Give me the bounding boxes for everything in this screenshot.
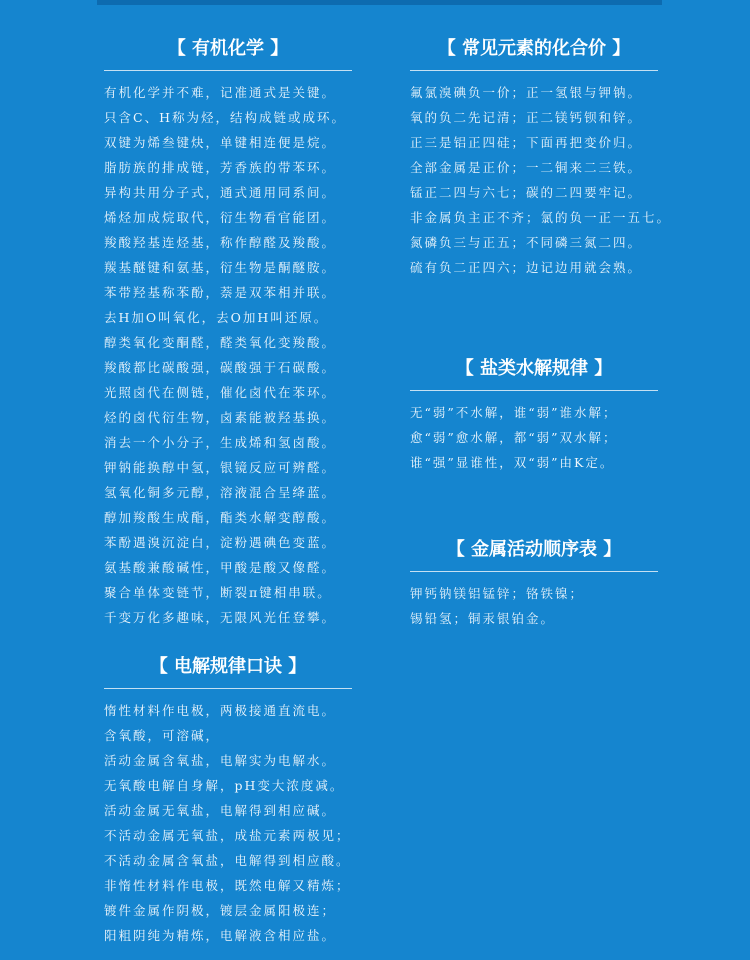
verse-line: 醇类氧化变酮醛，醛类氧化变羧酸。 bbox=[104, 335, 337, 350]
verse-line: 苯酚遇溴沉淀白，淀粉遇碘色变蓝。 bbox=[104, 535, 337, 550]
verse-line: 愈“弱”愈水解，都“弱”双水解； bbox=[410, 430, 618, 445]
verse-line: 氮磷负三与正五；不同磷三氮二四。 bbox=[410, 235, 643, 250]
verse-line: 活动金属含氧盐，电解实为电解水。 bbox=[104, 753, 337, 768]
verse-line: 烯烃加成烷取代，衍生物看官能团。 bbox=[104, 210, 337, 225]
verse-line: 双键为烯叁键炔，单键相连便是烷。 bbox=[104, 135, 337, 150]
section-element-valence bbox=[410, 36, 672, 280]
section-electrolysis bbox=[104, 654, 352, 948]
verse-line: 氟氯溴碘负一价；正一氢银与钾钠。 bbox=[410, 85, 643, 100]
verse-line: 苯带羟基称苯酚，萘是双苯相并联。 bbox=[104, 285, 337, 300]
verse-line: 脂肪族的排成链，芳香族的带苯环。 bbox=[104, 160, 337, 175]
verse-line: 非惰性材料作电极，既然电解又精炼； bbox=[104, 878, 351, 893]
section-metal-activity bbox=[410, 537, 658, 631]
verse-line: 醇加羧酸生成酯，酯类水解变醇酸。 bbox=[104, 510, 337, 525]
section-divider bbox=[410, 390, 658, 391]
verse-line: 活动金属无氧盐，电解得到相应碱。 bbox=[104, 803, 337, 818]
section-divider bbox=[104, 70, 352, 71]
verse-line: 不活动金属含氧盐，电解得到相应酸。 bbox=[104, 853, 351, 868]
verse-line: 羧酸都比碳酸强，碳酸强于石碳酸。 bbox=[104, 360, 337, 375]
verse-line: 含氧酸，可溶碱， bbox=[104, 728, 221, 743]
verse-lines bbox=[104, 80, 352, 630]
verse-line: 千变万化多趣味，无限风光任登攀。 bbox=[104, 610, 337, 625]
verse-lines bbox=[410, 400, 658, 475]
verse-line: 非金属负主正不齐；氯的负一正一五七。 bbox=[410, 210, 672, 225]
verse-line: 有机化学并不难，记准通式是关键。 bbox=[104, 85, 337, 100]
verse-line: 氨基酸兼酸碱性，甲酸是酸又像醛。 bbox=[104, 560, 337, 575]
section-title: 【 盐类水解规律 】 bbox=[455, 358, 613, 379]
verse-line: 羰基醚键和氨基，衍生物是酮醚胺。 bbox=[104, 260, 337, 275]
verse-line: 氧的负二先记清；正二镁钙钡和锌。 bbox=[410, 110, 643, 125]
verse-line: 异构共用分子式，通式通用同系间。 bbox=[104, 185, 337, 200]
top-banner-band bbox=[97, 0, 662, 5]
section-title: 【 电解规律口诀 】 bbox=[149, 656, 307, 677]
verse-line: 无“弱”不水解，谁“弱”谁水解； bbox=[410, 405, 618, 420]
verse-line: 惰性材料作电极，两极接通直流电。 bbox=[104, 703, 337, 718]
section-divider bbox=[410, 70, 658, 71]
verse-line: 钾钙钠镁铝锰锌；铬铁镍； bbox=[410, 586, 585, 601]
section-title: 【 常见元素的化合价 】 bbox=[437, 38, 631, 59]
verse-line: 锡铅氢；铜汞银铂金。 bbox=[410, 611, 556, 626]
verse-line: 正三是铝正四硅；下面再把变价归。 bbox=[410, 135, 643, 150]
verse-line: 羧酸羟基连烃基，称作醇醛及羧酸。 bbox=[104, 235, 337, 250]
section-salt-hydrolysis bbox=[410, 356, 658, 475]
section-organic-chemistry bbox=[104, 36, 352, 630]
section-title: 【 金属活动顺序表 】 bbox=[446, 539, 622, 560]
verse-line: 只含C、H称为烃，结构成链或成环。 bbox=[104, 110, 346, 125]
verse-line: 无氧酸电解自身解，pH变大浓度减。 bbox=[104, 778, 345, 793]
verse-line: 去H加O叫氧化，去O加H叫还原。 bbox=[104, 310, 329, 325]
section-divider bbox=[410, 571, 658, 572]
verse-line: 谁“强”显谁性，双“弱”由K定。 bbox=[410, 455, 615, 470]
section-divider bbox=[104, 688, 352, 689]
verse-line: 烃的卤代衍生物，卤素能被羟基换。 bbox=[104, 410, 337, 425]
verse-line: 光照卤代在侧链，催化卤代在苯环。 bbox=[104, 385, 337, 400]
verse-line: 阳粗阴纯为精炼，电解液含相应盐。 bbox=[104, 928, 337, 943]
verse-line: 消去一个小分子，生成烯和氢卤酸。 bbox=[104, 435, 337, 450]
verse-line: 全部金属是正价；一二铜来二三铁。 bbox=[410, 160, 643, 175]
verse-lines bbox=[410, 80, 672, 280]
verse-lines bbox=[410, 581, 658, 631]
verse-line: 镀件金属作阴极，镀层金属阳极连； bbox=[104, 903, 337, 918]
verse-line: 不活动金属无氧盐，成盐元素两极见； bbox=[104, 828, 351, 843]
verse-line: 聚合单体变链节，断裂π键相串联。 bbox=[104, 585, 332, 600]
verse-line: 氢氧化铜多元醇，溶液混合呈绛蓝。 bbox=[104, 485, 337, 500]
verse-line: 硫有负二正四六；边记边用就会熟。 bbox=[410, 260, 643, 275]
verse-line: 钾钠能换醇中氢，银镜反应可辨醛。 bbox=[104, 460, 337, 475]
section-title: 【 有机化学 】 bbox=[167, 38, 289, 59]
verse-line: 锰正二四与六七；碳的二四要牢记。 bbox=[410, 185, 643, 200]
verse-lines bbox=[104, 698, 352, 948]
